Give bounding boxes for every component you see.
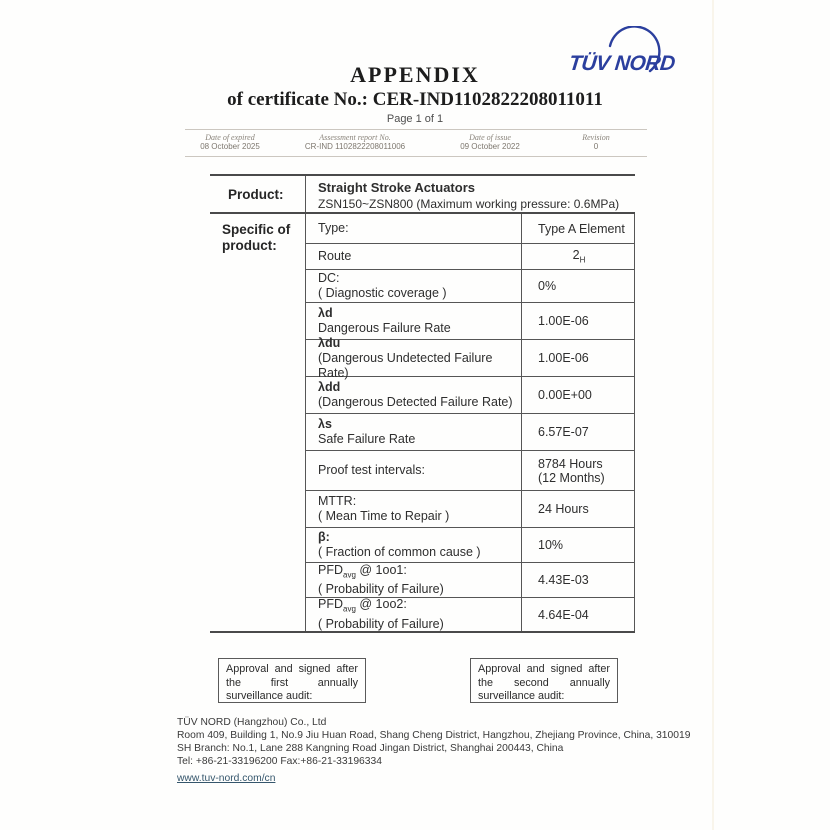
value-cell [522,340,634,376]
value-cell [522,414,634,450]
table-row-lambda-dd [306,377,634,414]
approval-box-second-audit: Approval and signed after the second annually surveillance audit: [470,658,618,703]
param-name: DC: [318,271,340,285]
footer-address-block [177,716,691,786]
param-subtext: ( Fraction of common cause ) [318,545,481,559]
value-cell [522,528,634,562]
param-name: λdu [318,335,341,350]
specific-section [210,214,635,633]
param-value: 24 Hours [538,502,589,516]
param-cell [306,451,522,490]
meta-date-of-expired [185,133,275,156]
param-value: 1.00E-06 [538,351,589,365]
appendix-title: APPENDIX [350,62,480,87]
param-name: Proof test intervals: [318,463,425,477]
phone-fax: Tel: +86-21-33196200 Fax:+86-21-33196334 [177,756,382,767]
table-row-lambda-s [306,414,634,451]
param-subtext: ( Probability of Failure) [318,582,444,597]
value-cell [522,244,634,269]
param-name: Route [318,249,352,263]
param-cell [306,414,522,450]
table-row-lambda-d [306,303,634,340]
param-cell [306,598,522,631]
param-value: 0.00E+00 [538,388,592,402]
param-value-line2: (12 Months) [538,470,605,485]
param-subtext: (Dangerous Detected Failure Rate) [318,395,513,409]
param-cell [306,303,522,339]
param-name: Type: [318,221,349,235]
param-name: λd [318,306,333,320]
meta-label: Assessment report No. [319,133,391,142]
value-cell [522,598,634,631]
value-cell [522,303,634,339]
param-value: $2_H$ [572,248,586,265]
parameter-rows [305,214,635,631]
meta-assessment-report [275,133,435,156]
table-row-route [306,244,634,270]
certificate-number-subtitle: of certificate No.: CER-IND1102822208011011 [227,89,603,110]
param-subtext: ( Probability of Failure) [318,616,444,631]
param-cell [306,563,522,597]
param-name: $PFD_{avg}$ @ 1oo1: [318,562,407,580]
product-description: ZSN150~ZSN800 (Maximum working pressure: 0.6MPa) [318,197,620,211]
approval-box-first-audit: Approval and signed after the first annually surveillance audit: [218,658,366,703]
meta-value: 0 [593,142,599,151]
product-row [210,174,635,214]
logo-text: TÜV NORD [567,52,676,75]
param-cell [306,491,522,527]
param-cell [306,335,522,380]
param-value: 8784 Hours [538,456,603,471]
param-value: 1.00E-06 [538,314,589,328]
value-cell [522,377,634,413]
param-value: Type A Element [538,221,625,236]
param-cell [306,528,522,562]
param-cell [306,214,522,243]
param-subtext: ( Diagnostic coverage ) [318,286,447,300]
param-name: β: [318,530,330,544]
value-cell [522,270,634,302]
table-row-proof-test [306,451,634,491]
page-number: Page 1 of 1 [386,113,444,125]
param-value: 0% [538,279,557,293]
value-cell [522,563,634,597]
branch-address: SH Branch: No.1, Lane 288 Kangning Road Jingan District, Shanghai 200443, China [177,743,564,754]
value-cell [522,214,634,243]
param-cell [306,270,522,302]
meta-label: Date of issue [469,133,511,142]
product-name: Straight Stroke Actuators [318,180,475,195]
param-cell [306,377,522,413]
param-subtext: Dangerous Failure Rate [318,321,451,335]
value-cell [522,451,634,490]
meta-value: 08 October 2025 [200,142,260,151]
product-table [210,174,635,633]
meta-revision [545,133,647,156]
meta-label: Date of expired [205,133,255,142]
table-row-lambda-du [306,335,634,380]
company-address: Room 409, Building 1, No.9 Jiu Huan Road, Shang Cheng District, Hangzhou, Zhejiang Province, China, 310019 [177,730,691,741]
meta-date-of-issue [435,133,545,156]
meta-label: Revision [582,133,610,142]
param-value: 10% [538,538,564,552]
table-row-dc [306,270,634,303]
meta-strip [185,129,647,157]
param-subtext: ( Mean Time to Repair ) [318,509,450,523]
param-subtext: (Dangerous Undetected Failure Rate) [318,350,493,380]
meta-value: CR-IND 1102822208011006 [304,142,406,151]
value-cell [522,491,634,527]
param-value: 6.57E-07 [538,425,589,439]
product-label: Product: [228,186,284,202]
param-name: MTTR: [318,494,357,508]
product-content-cell [305,176,635,212]
table-row-type [306,214,634,244]
specific-of-product-label: Specific of product: [222,222,291,253]
meta-value: 09 October 2022 [460,142,520,151]
website-link[interactable]: www.tuv-nord.com/cn [177,773,276,784]
table-row-beta [306,528,634,563]
param-cell [306,244,522,269]
param-name: $PFD_{avg}$ @ 1oo2: [318,597,407,614]
param-name: λdd [318,380,341,394]
param-value: 4.64E-04 [538,607,589,622]
param-value: 4.43E-03 [538,573,589,587]
table-row-pfd-1oo2 [306,598,634,631]
heading-block [0,62,830,125]
company-name: TÜV NORD (Hangzhou) Co., Ltd [177,717,327,728]
param-subtext: Safe Failure Rate [318,432,416,446]
table-row-pfd-1oo1 [306,563,634,598]
table-row-mttr [306,491,634,528]
param-name: λs [318,417,332,431]
